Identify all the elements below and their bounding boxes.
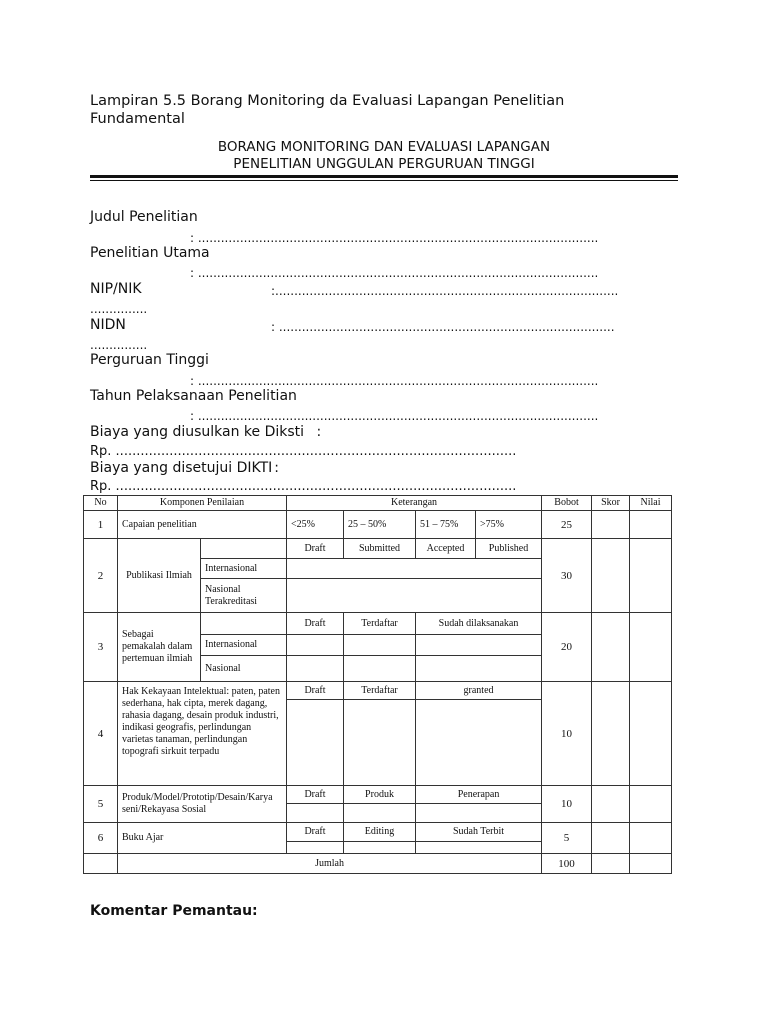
- table-row: [84, 539, 672, 559]
- header-nilai: Nilai: [630, 496, 672, 511]
- komentar-pemantau-heading: Komentar Pemantau:: [90, 903, 258, 919]
- row3-sub-1: Internasional: [201, 635, 287, 656]
- row3-nilai[interactable]: [630, 613, 672, 682]
- row1-no: 1: [84, 511, 118, 539]
- biaya-usul-colon: :: [316, 424, 322, 440]
- table-row: [84, 613, 672, 635]
- row2-ket-1: Draft: [287, 539, 344, 559]
- row2-sub-2-ket[interactable]: [287, 579, 542, 613]
- row3-sub-2: Nasional: [201, 656, 287, 682]
- row2-skor[interactable]: [592, 539, 630, 613]
- row3-komponen: Sebagai pemakalah dalam pertemuan ilmiah: [118, 613, 201, 682]
- judul-label: Judul Penelitian: [90, 209, 198, 225]
- row6-ket-1: Draft: [287, 823, 344, 842]
- row3-skor[interactable]: [592, 613, 630, 682]
- table-total-row: [84, 854, 672, 874]
- nip-label: NIP/NIK: [90, 281, 142, 297]
- row3-ket-2: Terdaftar: [344, 613, 416, 635]
- assessment-table: [83, 495, 672, 874]
- row4-k1-value[interactable]: [287, 700, 344, 786]
- title-rule-thin: [90, 180, 678, 181]
- row1-ket-2: 25 – 50%: [344, 511, 416, 539]
- perguruan-fill[interactable]: : .........................................................................................................: [190, 374, 599, 388]
- row6-no: 6: [84, 823, 118, 854]
- row3-sub-blank: [201, 613, 287, 635]
- biaya-usul-fill[interactable]: Rp. .................................................................................................: [90, 445, 517, 459]
- row2-ket-2: Submitted: [344, 539, 416, 559]
- tahun-label: Tahun Pelaksanaan Penelitian: [90, 388, 297, 404]
- nip-fill-continued: ...............: [90, 302, 148, 316]
- row5-ket-3: Penerapan: [416, 786, 542, 804]
- row3-bobot: 20: [542, 613, 592, 682]
- biaya-setuju-colon: :: [274, 460, 280, 476]
- title-line-1: BORANG MONITORING DAN EVALUASI LAPANGAN: [217, 139, 551, 155]
- perguruan-label: Perguruan Tinggi: [90, 352, 209, 368]
- row1-skor[interactable]: [592, 511, 630, 539]
- row6-k3-value[interactable]: [416, 842, 542, 854]
- utama-label: Penelitian Utama: [90, 245, 210, 261]
- total-nilai[interactable]: [630, 854, 672, 874]
- row2-ket-4: Published: [476, 539, 542, 559]
- row3-sub-2-k3[interactable]: [416, 656, 542, 682]
- nidn-fill-continued: ...............: [90, 338, 148, 352]
- table-row: [84, 823, 672, 842]
- row5-ket-1: Draft: [287, 786, 344, 804]
- header-no: No: [84, 496, 118, 511]
- row6-ket-3: Sudah Terbit: [416, 823, 542, 842]
- row6-ket-2: Editing: [344, 823, 416, 842]
- row3-sub-2-k2[interactable]: [344, 656, 416, 682]
- row2-sub-blank: [201, 539, 287, 559]
- row1-komponen: Capaian penelitian: [118, 511, 287, 539]
- row1-bobot: 25: [542, 511, 592, 539]
- row3-ket-3: Sudah dilaksanakan: [416, 613, 542, 635]
- row6-komponen: Buku Ajar: [118, 823, 287, 854]
- row4-komponen: Hak Kekayaan Intelektual: paten, paten sederhana, hak cipta, merek dagang, rahasia dagang, desain produk industri, indikasi geografis, perlindungan varietas tanaman, perlindungan topografi sirkuit terpadu: [118, 682, 287, 786]
- row2-ket-3: Accepted: [416, 539, 476, 559]
- row5-komponen: Produk/Model/Prototip/Desain/Karya seni/Rekayasa Sosial: [118, 786, 287, 823]
- table-row: [84, 786, 672, 804]
- row2-nilai[interactable]: [630, 539, 672, 613]
- row6-k1-value[interactable]: [287, 842, 344, 854]
- row2-bobot: 30: [542, 539, 592, 613]
- row6-bobot: 5: [542, 823, 592, 854]
- biaya-usul-text-end: i: [300, 424, 305, 440]
- row5-bobot: 10: [542, 786, 592, 823]
- document-title: [90, 139, 678, 173]
- title-line-2: PENELITIAN UNGGULAN PERGURUAN TINGGI: [233, 156, 535, 172]
- row5-k2-value[interactable]: [344, 804, 416, 823]
- row2-komponen: Publikasi Ilmiah: [118, 539, 201, 613]
- row3-sub-1-k1[interactable]: [287, 635, 344, 656]
- biaya-setuju-label: [90, 460, 279, 477]
- biaya-setuju-fill[interactable]: Rp. .................................................................................................: [90, 480, 517, 494]
- row3-no: 3: [84, 613, 118, 682]
- row1-ket-4: >75%: [476, 511, 542, 539]
- nip-fill[interactable]: :..........................................................................................: [271, 284, 619, 298]
- row6-skor[interactable]: [592, 823, 630, 854]
- total-bobot: 100: [542, 854, 592, 874]
- row4-bobot: 10: [542, 682, 592, 786]
- title-rule-thick: [90, 175, 678, 178]
- header-keterangan: Keterangan: [287, 496, 542, 511]
- row3-sub-2-k1[interactable]: [287, 656, 344, 682]
- row6-nilai[interactable]: [630, 823, 672, 854]
- row1-ket-1: <25%: [287, 511, 344, 539]
- row4-ket-1: Draft: [287, 682, 344, 700]
- row4-ket-3: granted: [416, 682, 542, 700]
- row4-skor[interactable]: [592, 682, 630, 786]
- total-skor[interactable]: [592, 854, 630, 874]
- tahun-fill[interactable]: : .........................................................................................................: [190, 409, 599, 423]
- biaya-setuju-text: Biaya yang disetujui DIKTI: [90, 460, 273, 476]
- lampiran-heading: Lampiran 5.5 Borang Monitoring da Evaluasi Lapangan Penelitian Fundamental: [90, 93, 565, 127]
- table-row: [84, 511, 672, 539]
- row5-k3-value[interactable]: [416, 804, 542, 823]
- row5-no: 5: [84, 786, 118, 823]
- nidn-label: NIDN: [90, 317, 126, 333]
- row4-k2-value[interactable]: [344, 700, 416, 786]
- row4-ket-2: Terdaftar: [344, 682, 416, 700]
- row4-no: 4: [84, 682, 118, 786]
- row3-sub-1-k3[interactable]: [416, 635, 542, 656]
- row5-skor[interactable]: [592, 786, 630, 823]
- row3-ket-1: Draft: [287, 613, 344, 635]
- row5-ket-2: Produk: [344, 786, 416, 804]
- biaya-usul-label: [90, 424, 321, 441]
- row3-sub-1-k2[interactable]: [344, 635, 416, 656]
- biaya-usul-text: Biaya yang diusulkan ke Dikst: [90, 424, 301, 440]
- row6-k2-value[interactable]: [344, 842, 416, 854]
- header-komponen: Komponen Penilaian: [118, 496, 287, 511]
- row1-nilai[interactable]: [630, 511, 672, 539]
- row4-k3-value[interactable]: [416, 700, 542, 786]
- row2-sub-1: Internasional: [201, 559, 287, 579]
- judul-fill[interactable]: : .........................................................................................................: [190, 231, 599, 245]
- header-skor: Skor: [592, 496, 630, 511]
- row2-sub-2: Nasional Terakreditasi: [201, 579, 287, 613]
- row5-k1-value[interactable]: [287, 804, 344, 823]
- row2-no: 2: [84, 539, 118, 613]
- nidn-fill[interactable]: : ........................................................................................: [271, 320, 615, 334]
- header-bobot: Bobot: [542, 496, 592, 511]
- total-label: Jumlah: [118, 854, 542, 874]
- row2-sub-1-ket[interactable]: [287, 559, 542, 579]
- row1-ket-3: 51 – 75%: [416, 511, 476, 539]
- total-no-blank: [84, 854, 118, 874]
- row5-nilai[interactable]: [630, 786, 672, 823]
- utama-fill[interactable]: : .........................................................................................................: [190, 266, 599, 280]
- table-row: [84, 682, 672, 700]
- row4-nilai[interactable]: [630, 682, 672, 786]
- table-header-row: [84, 496, 672, 511]
